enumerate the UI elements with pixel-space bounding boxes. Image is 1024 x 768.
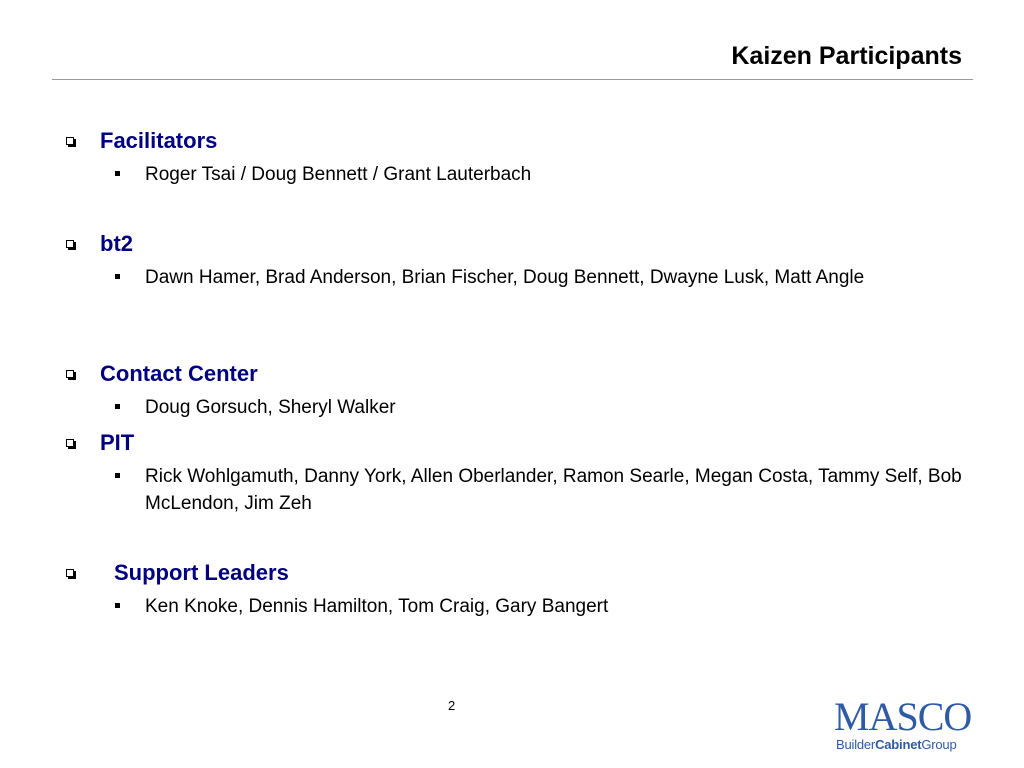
list-item-text: Dawn Hamer, Brad Anderson, Brian Fischer, Doug Bennett, Dwayne Lusk, Matt Angle	[145, 267, 865, 288]
list-item-text: Doug Gorsuch, Sheryl Walker	[145, 397, 396, 418]
title-divider	[52, 79, 973, 80]
section-label: Facilitators	[100, 128, 218, 153]
square-bullet-icon	[115, 404, 120, 409]
section-label: PIT	[100, 430, 135, 455]
box-bullet-icon	[66, 240, 74, 248]
box-bullet-icon	[66, 439, 74, 447]
box-bullet-icon	[66, 569, 74, 577]
square-bullet-icon	[115, 603, 120, 608]
section-label: Contact Center	[100, 361, 258, 386]
logo-wordmark: MASCO	[834, 694, 972, 739]
list-item-text: Ken Knoke, Dennis Hamilton, Tom Craig, Gary Bangert	[145, 596, 609, 617]
section-label: bt2	[100, 231, 133, 256]
logo-sub-part: Builder	[836, 737, 876, 752]
logo-sub-part: Group	[921, 737, 957, 752]
page-number: 2	[448, 698, 456, 713]
masco-logo	[832, 696, 972, 756]
list-item-text: Rick Wohlgamuth, Danny York, Allen Oberlander, Ramon Searle, Megan Costa, Tammy Self, Bob McLendon, Jim Zeh	[145, 466, 962, 514]
section-label: Support Leaders	[114, 560, 289, 585]
square-bullet-icon	[115, 274, 120, 279]
square-bullet-icon	[115, 473, 120, 478]
box-bullet-icon	[66, 137, 74, 145]
box-bullet-icon	[66, 370, 74, 378]
logo-sub-part-bold: Cabinet	[875, 737, 922, 752]
logo-subtitle	[836, 737, 957, 752]
square-bullet-icon	[115, 171, 120, 176]
slide-title: Kaizen Participants	[731, 42, 962, 70]
list-item-text: Roger Tsai / Doug Bennett / Grant Lauterbach	[145, 164, 532, 185]
